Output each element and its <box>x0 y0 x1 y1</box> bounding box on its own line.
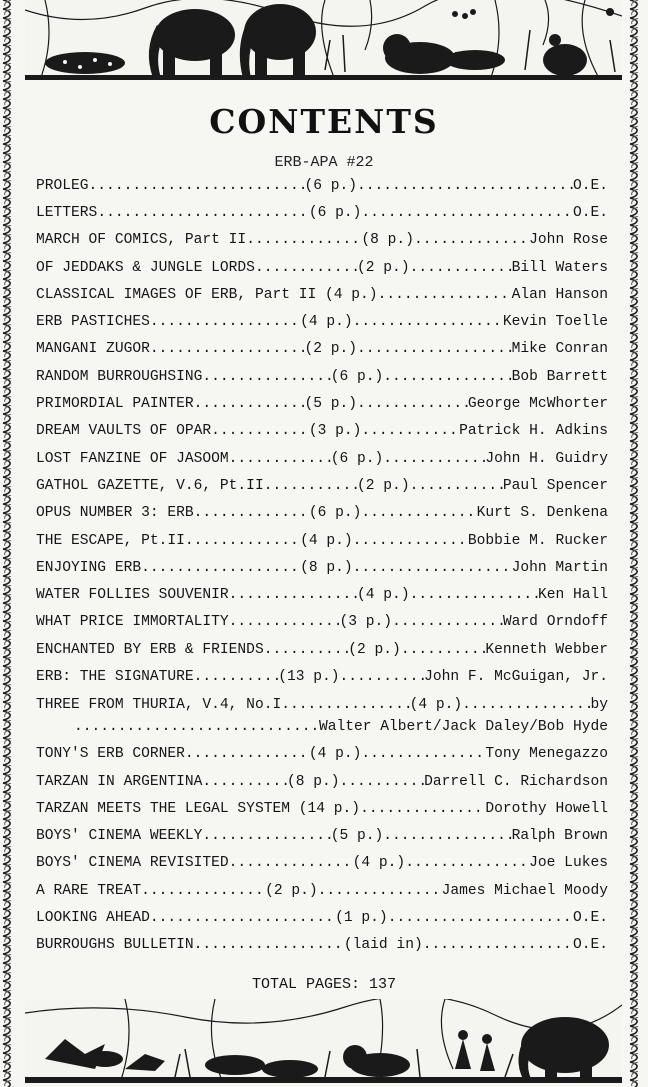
entry-author: Kenneth Webber <box>485 641 608 658</box>
entry-pages: (6 p.) <box>308 204 362 221</box>
dot-leader <box>383 451 485 467</box>
entry-author: John H. Guidry <box>485 450 608 467</box>
dot-leader <box>392 614 503 630</box>
contents-entry <box>36 636 608 663</box>
dot-leader <box>255 260 357 276</box>
jungle-illustration-bottom <box>25 999 622 1083</box>
entry-title: PRIMORDIAL PAINTER <box>36 396 194 413</box>
entry-author: O.E. <box>572 937 608 954</box>
entry-pages: (5 p.) <box>304 396 358 413</box>
contents-entry <box>36 904 608 931</box>
entry-author: Bob Barrett <box>511 368 608 385</box>
entry-author: Patrick H. Adkins <box>459 423 608 440</box>
entry-title: A RARE TREAT <box>36 882 142 899</box>
dot-leader <box>361 423 459 439</box>
contents-entry <box>36 823 608 850</box>
entry-pages: (2 p.) <box>304 341 358 358</box>
dot-leader <box>194 937 344 953</box>
dot-leader <box>229 587 357 603</box>
entry-pages: (8 p.) <box>361 232 414 249</box>
contents-entry <box>36 932 608 959</box>
entry-pages: (8 p.) <box>300 559 353 576</box>
entry-author: John Rose <box>529 232 608 249</box>
entry-title: CLASSICAL IMAGES OF ERB, Part II <box>36 286 317 303</box>
entry-title: TONY'S ERB CORNER <box>36 746 185 763</box>
entry-pages: (6 p.) <box>304 177 358 194</box>
entry-pages: (4 p.) <box>300 532 353 549</box>
entry-pages: (4 p.) <box>300 314 353 331</box>
entry-title: RANDOM BURROUGHSING <box>36 368 203 385</box>
contents-entry <box>36 363 608 390</box>
entry-author: Tony Menegazzo <box>485 746 608 763</box>
dot-leader <box>405 855 529 871</box>
dot-leader <box>361 746 485 762</box>
entry-author: John Martin <box>511 559 608 576</box>
dot-leader <box>202 774 287 790</box>
entry-author: Mike Conran <box>511 341 608 358</box>
dot-leader <box>361 205 573 221</box>
dot-leader <box>89 178 305 194</box>
contents-entry <box>36 390 608 417</box>
dot-leader <box>383 828 511 844</box>
entry-pages: (14 p.) <box>298 800 361 817</box>
dot-leader <box>264 478 357 494</box>
dot-leader <box>281 697 409 713</box>
dot-leader <box>202 828 330 844</box>
entry-pages: (6 p.) <box>330 368 384 385</box>
entry-title: OF JEDDAKS & JUNGLE LORDS <box>36 259 255 276</box>
dot-leader <box>353 560 512 576</box>
dot-leader <box>141 883 265 899</box>
contents-entry <box>36 877 608 904</box>
dot-leader <box>318 883 442 899</box>
contents-entry <box>36 500 608 527</box>
entry-title: LOST FANZINE OF JASOOM <box>36 450 229 467</box>
dot-leader <box>150 910 335 926</box>
entry-author: Ken Hall <box>537 587 608 604</box>
entry-author: Dorothy Howell <box>485 800 608 817</box>
entry-author: Ralph Brown <box>511 828 608 845</box>
entry-pages: (13 p.) <box>278 668 340 685</box>
dot-leader <box>353 314 503 330</box>
entry-author: Alan Hanson <box>511 286 608 303</box>
page-title: CONTENTS <box>209 102 439 141</box>
dot-leader <box>410 478 503 494</box>
entry-pages: (1 p.) <box>335 910 388 927</box>
dot-leader <box>360 801 485 817</box>
dot-leader <box>246 232 361 248</box>
dot-leader <box>74 719 319 735</box>
entry-title: GATHOL GAZETTE, V.6, Pt.II <box>36 477 264 494</box>
dot-leader <box>361 505 476 521</box>
entry-author: by <box>590 696 608 713</box>
entry-author: Bill Waters <box>511 259 608 276</box>
contents-entry <box>36 472 608 499</box>
dot-leader <box>264 642 349 658</box>
contents-entry <box>36 663 608 690</box>
dot-leader <box>410 260 512 276</box>
dot-leader <box>229 855 353 871</box>
entry-author: Joe Lukes <box>529 855 608 872</box>
entry-pages: (5 p.) <box>330 828 384 845</box>
dot-leader <box>211 423 309 439</box>
dot-leader <box>185 533 300 549</box>
entry-pages: (4 p.) <box>325 286 378 303</box>
entry-title: BURROUGHS BULLETIN <box>36 937 194 954</box>
entry-author: O.E. <box>572 910 608 927</box>
dot-leader <box>378 287 512 303</box>
jungle-banner-top <box>25 0 622 80</box>
dot-leader <box>353 533 468 549</box>
entry-title: WATER FOLLIES SOUVENIR <box>36 587 229 604</box>
entry-title: LETTERS <box>36 204 98 221</box>
entry-pages: (3 p.) <box>339 614 393 631</box>
entry-pages: (2 p.) <box>357 259 410 276</box>
dot-leader <box>229 614 340 630</box>
entry-title: LOOKING AHEAD <box>36 910 150 927</box>
entry-author: George McWhorter <box>467 396 608 413</box>
dot-leader <box>414 232 529 248</box>
entry-author: Kurt S. Denkena <box>476 505 608 522</box>
dot-leader <box>340 669 425 685</box>
contents-entry <box>36 199 608 226</box>
entry-title: BOYS' CINEMA REVISITED <box>36 855 229 872</box>
entry-title: WHAT PRICE IMMORTALITY <box>36 614 229 631</box>
contents-list <box>36 172 608 959</box>
total-pages: TOTAL PAGES: 137 <box>251 976 397 993</box>
contents-entry <box>36 527 608 554</box>
entry-pages: (6 p.) <box>308 505 362 522</box>
entry-title: TARZAN MEETS THE LEGAL SYSTEM <box>36 800 290 817</box>
entry-pages: (8 p.) <box>286 773 340 790</box>
entry-title: THREE FROM THURIA, V.4, No.I <box>36 696 282 713</box>
contents-entry <box>36 418 608 445</box>
dot-leader <box>357 341 512 357</box>
dot-leader <box>97 205 309 221</box>
entry-title: OPUS NUMBER 3: ERB <box>36 505 194 522</box>
entry-title: ENCHANTED BY ERB & FRIENDS <box>36 641 264 658</box>
contents-entry <box>36 554 608 581</box>
entry-title: MARCH OF COMICS, Part II <box>36 232 247 249</box>
dot-leader <box>388 910 573 926</box>
dot-leader <box>202 369 330 385</box>
contents-entry <box>36 768 608 795</box>
entry-title: PROLEG <box>36 177 89 194</box>
contents-entry <box>36 254 608 281</box>
dot-leader <box>383 369 511 385</box>
contents-entry <box>36 609 608 636</box>
contents-entry <box>36 691 608 741</box>
dot-leader <box>194 669 279 685</box>
entry-pages: (4 p.) <box>357 587 410 604</box>
entry-pages: (laid in) <box>343 937 423 954</box>
entry-author: James Michael Moody <box>441 882 608 899</box>
entry-author: John F. McGuigan, Jr. <box>424 668 608 685</box>
entry-author-line2: Walter Albert/Jack Daley/Bob Hyde <box>318 718 608 735</box>
contents-entry <box>36 336 608 363</box>
dot-leader <box>357 396 468 412</box>
contents-entry <box>36 281 608 308</box>
dot-leader <box>462 697 590 713</box>
entry-pages: (4 p.) <box>409 696 463 713</box>
entry-pages: (4 p.) <box>308 746 362 763</box>
dot-leader <box>229 451 331 467</box>
entry-title: DREAM VAULTS OF OPAR <box>36 423 212 440</box>
dot-leader <box>401 642 486 658</box>
entry-pages: (2 p.) <box>348 641 401 658</box>
contents-entry <box>36 581 608 608</box>
dot-leader <box>423 937 573 953</box>
entry-pages: (4 p.) <box>352 855 406 872</box>
entry-title: BOYS' CINEMA WEEKLY <box>36 828 203 845</box>
dot-leader <box>340 774 425 790</box>
entry-author: Bobbie M. Rucker <box>467 532 608 549</box>
dot-leader <box>141 560 300 576</box>
entry-author: O.E. <box>572 204 608 221</box>
contents-entry <box>36 741 608 768</box>
entry-title: THE ESCAPE, Pt.II <box>36 532 185 549</box>
contents-entry <box>36 445 608 472</box>
entry-title: ERB PASTICHES <box>36 314 150 331</box>
dot-leader <box>194 396 305 412</box>
dot-leader <box>185 746 309 762</box>
dot-leader <box>357 178 573 194</box>
dot-leader <box>150 314 300 330</box>
entry-pages: (3 p.) <box>308 423 362 440</box>
entry-title: ERB: THE SIGNATURE <box>36 668 194 685</box>
contents-entry <box>36 172 608 199</box>
entry-author: Darrell C. Richardson <box>424 773 608 790</box>
entry-author: Paul Spencer <box>502 477 608 494</box>
dot-leader <box>150 341 305 357</box>
entry-author: Kevin Toelle <box>502 314 608 331</box>
issue-subtitle: ERB-APA #22 <box>274 154 374 171</box>
entry-title: MANGANI ZUGOR <box>36 341 150 358</box>
dot-leader <box>194 505 309 521</box>
contents-entry <box>36 227 608 254</box>
entry-title: TARZAN IN ARGENTINA <box>36 773 203 790</box>
entry-author: Ward Orndoff <box>502 614 608 631</box>
entry-pages: (2 p.) <box>357 477 410 494</box>
entry-author: O.E. <box>572 177 608 194</box>
dot-leader <box>410 587 538 603</box>
entry-pages: (6 p.) <box>330 450 384 467</box>
jungle-illustration-top <box>25 0 622 80</box>
entry-pages: (2 p.) <box>265 882 318 899</box>
entry-title: ENJOYING ERB <box>36 559 142 576</box>
contents-entry <box>36 308 608 335</box>
jungle-banner-bottom <box>25 999 622 1083</box>
contents-entry <box>36 795 608 822</box>
contents-entry <box>36 850 608 877</box>
